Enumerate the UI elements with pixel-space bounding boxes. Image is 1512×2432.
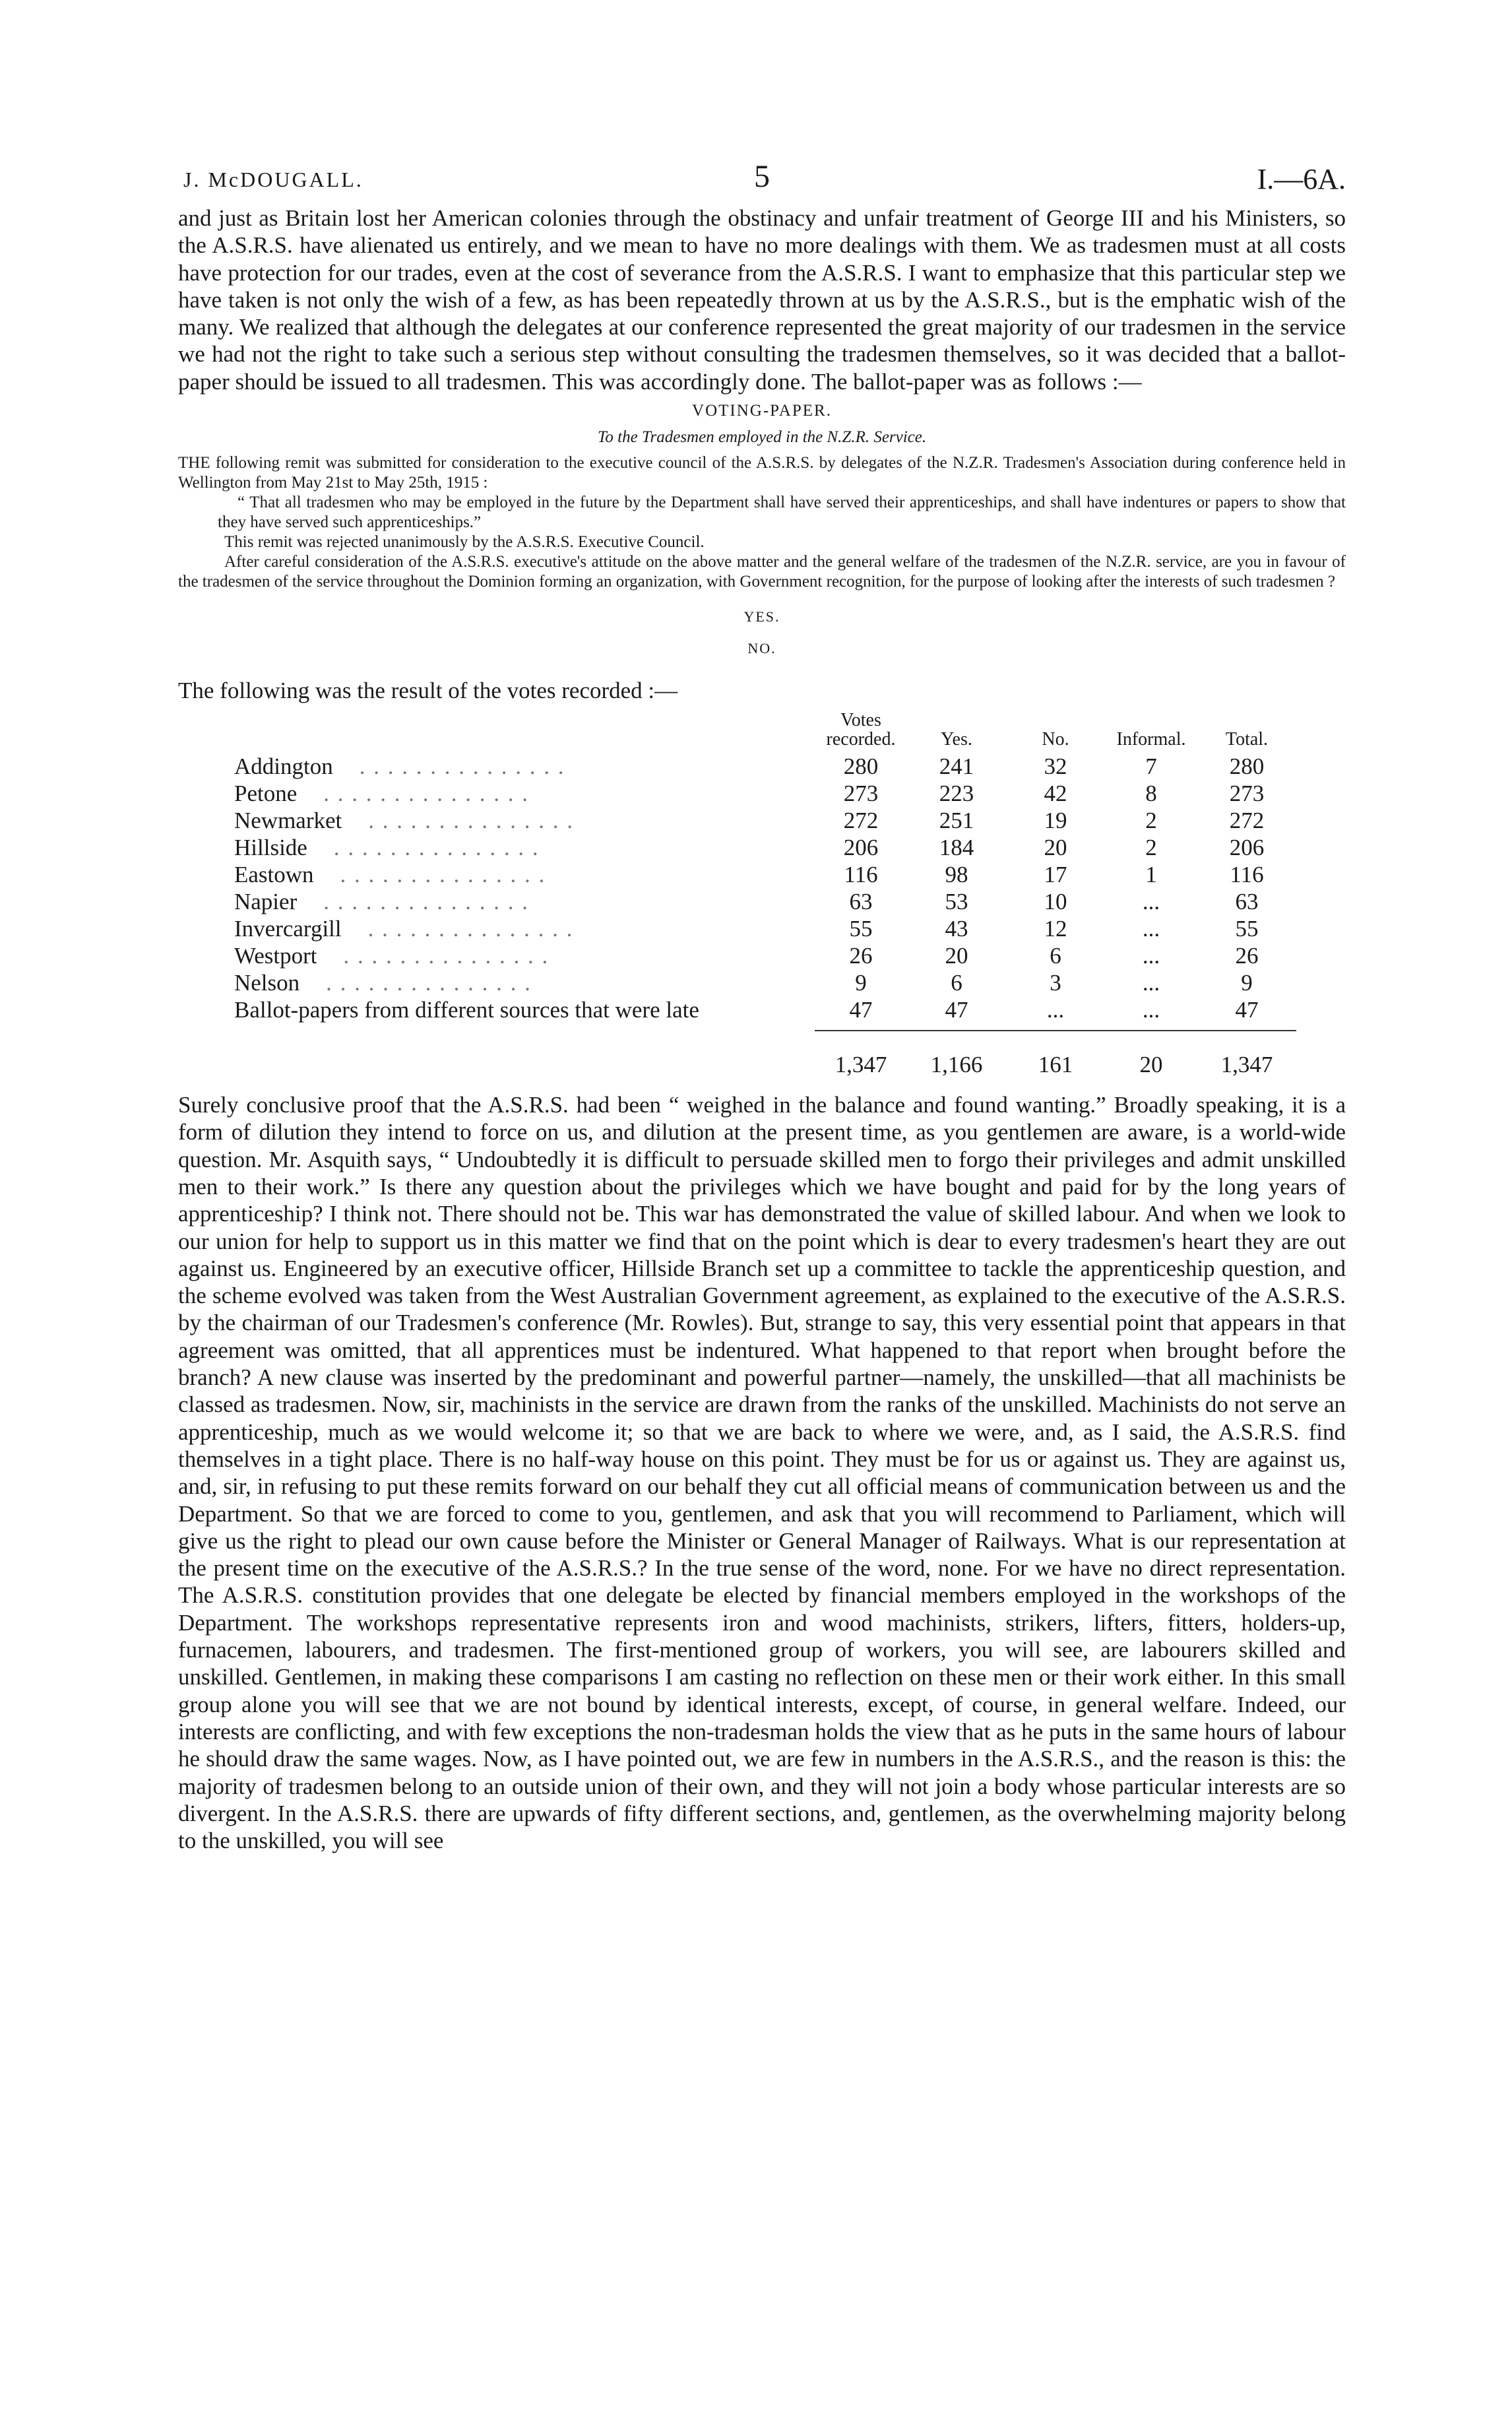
cell-no: 17	[1044, 862, 1067, 888]
voting-paper-remit: THE following remit was submitted for consideration to the executive council of the A.S.R.S. by delegates of the N.Z.R. Tradesmen's Association during conference held in Wellington from May 21st to May 25th, 1915 :	[178, 454, 1346, 492]
cell-votes: 280	[843, 753, 879, 780]
rule-cell	[234, 1023, 815, 1031]
cell-yes: 223	[939, 781, 974, 807]
header-place	[234, 711, 815, 753]
rule-cell	[1105, 1023, 1197, 1031]
cell-place	[234, 753, 815, 780]
table-row	[234, 834, 1296, 861]
table-row	[234, 969, 1296, 996]
totals-label-cell	[234, 1031, 815, 1078]
header-total: Total.	[1225, 729, 1269, 750]
cell-total: 47	[1235, 997, 1259, 1023]
leader-dots: . . . . . . . . . . . . . . .	[368, 808, 575, 834]
place-name: Newmarket	[234, 808, 342, 834]
paragraph-1: and just as Britain lost her American colonies through the obstinacy and unfair treatment of George III and his Ministers, so the A.S.R.S. have alienated us entirely, and we mean to have no more dealings with them. We as tradesmen must at all costs have protection for our trades, even at the cost of severance from the A.S.R.S. I want to emphasize that this particular step we have taken is not only the wish of a few, as has been repeatedly thrown at us by the A.S.R.S., but is the emphatic wish of the many. We realized that although the delegates at our conference represented the great majority of our tradesmen in the service we had not the right to take such a serious step without consulting the tradesmen themselves, so it was decided that a ballot-paper should be issued to all tradesmen. This was accordingly done. The ballot-paper was as follows :—	[178, 205, 1346, 395]
place-name: Nelson	[234, 970, 300, 996]
table-row	[234, 888, 1296, 915]
totals-row	[234, 1031, 1296, 1078]
cell-total: 116	[1230, 862, 1264, 888]
total-informal: 20	[1139, 1052, 1163, 1078]
cell-votes: 63	[849, 889, 873, 915]
cell-no: 20	[1044, 835, 1067, 861]
document-page	[178, 158, 1346, 1854]
cell-votes: 55	[849, 916, 873, 942]
cell-place	[234, 915, 815, 942]
cell-no: 3	[1050, 970, 1061, 996]
cell-informal: ...	[1142, 889, 1160, 915]
cell-place	[234, 834, 815, 861]
cell-informal: ...	[1142, 916, 1160, 942]
voting-paper-question: After careful consideration of the A.S.R.S. executive's attitude on the above matter and the general welfare of the tradesmen of the N.Z.R. service, are you in favour of the tradesmen of the service throughout the Dominion forming an organization, with Government recognition, for the purpose of looking after the interests of such tradesmen ?	[178, 553, 1346, 591]
place-name: Petone	[234, 781, 298, 807]
place-name: Napier	[234, 889, 298, 915]
cell-votes: 206	[843, 835, 879, 861]
place-name: Eastown	[234, 862, 314, 888]
leader-dots: . . . . . . . . . . . . . . .	[340, 862, 546, 888]
cell-no: 19	[1044, 808, 1067, 834]
place-name: Hillside	[234, 835, 307, 861]
total-no: 161	[1038, 1052, 1073, 1078]
table-row	[234, 753, 1296, 780]
rule-cell	[907, 1023, 1006, 1031]
cell-votes: 272	[843, 808, 879, 834]
total-yes: 1,166	[930, 1052, 983, 1078]
paragraph-2: Surely conclusive proof that the A.S.R.S. had been “ weighed in the balance and found wanting.” Broadly speaking, it is a form of dilution they intend to force on us, and dilution at the present time, as you gentlemen are aware, is a world-wide question. Mr. Asquith says, “ Undoubtedly it is difficult to persuade skilled men to forgo their privileges and admit unskilled men to their work.” Is there any question about the privileges which we have bought and paid for by the long years of apprenticeship? I think not. There should not be. This war has demonstrated the value of skilled labour. And when we look to our union for help to support us in this matter we find that on the point which is dear to every tradesmen's heart they are out against us. Engineered by an executive officer, Hillside Branch set up a committee to tackle the apprenticeship question, and the scheme evolved was taken from the West Australian Government agreement, as explained to the executive of the A.S.R.S. by the chairman of our Tradesmen's conference (Mr. Rowles). But, strange to say, this very essential point that appears in that agreement was omitted, that all apprentices must be indentured. What happened to that report when brought before the branch? A new clause was inserted by the predominant and powerful partner—namely, the unskilled—that all machinists be classed as tradesmen. Now, sir, machinists in the service are drawn from the ranks of the unskilled. Machinists do not serve an apprenticeship, much as we would welcome it; so that we are back to where we were, and, as I said, the A.S.R.S. find themselves in a tight place. There is no half-way house on this point. They must be for us or against us. They are against us, and, sir, in refusing to put these remits forward on our behalf they cut all official means of communication between us and the Department. So that we are forced to come to you, gentlemen, and ask that you will recommend to Parliament, which will give us the right to plead our own cause before the Minister or General Manager of Railways. What is our representation at the present time on the executive of the A.S.R.S.? In the true sense of the word, none. For we have no direct representation. The A.S.R.S. constitution provides that one delegate be elected by financial members employed in the workshops of the Department. The workshops representative represents iron and wood machinists, strikers, lifters, fitters, holders-up, furnacemen, labourers, and tradesmen. The first-mentioned group of workers, you will see, are labourers skilled and unskilled. Gentlemen, in making these comparisons I am casting no reflection on these men or their work either. In this small group alone you will see that we are not bound by identical interests, except, of course, in general welfare. Indeed, our interests are conflicting, and with few exceptions the non-tradesman holds the view that as he puts in the same hours of labour he should draw the same wages. Now, as I have pointed out, we are few in numbers in the A.S.R.S., and the reason is this: the majority of tradesmen belong to an outside union of their own, and they will not join a body whose particular interests are so divergent. In the A.S.R.S. there are upwards of fifty different sections, and, gentlemen, as the overwhelming majority belong to the unskilled, you will see	[178, 1092, 1346, 1854]
voting-paper-title: VOTING-PAPER.	[692, 402, 832, 420]
place-name: Addington	[234, 753, 333, 780]
cell-no: 6	[1050, 943, 1061, 969]
cell-no: 12	[1044, 916, 1067, 942]
leader-dots: . . . . . . . . . . . . . . .	[326, 970, 532, 996]
cell-votes: 26	[849, 943, 873, 969]
cell-place	[234, 888, 815, 915]
cell-place	[234, 861, 815, 888]
cell-no: 10	[1044, 889, 1067, 915]
cell-total: 206	[1229, 835, 1265, 861]
table-row	[234, 942, 1296, 969]
voting-paper-quote: “ That all tradesmen who may be employed in the future by the Department shall have served their apprenticeships, and shall have indentures or papers to show that they have served such apprenticeships.”	[218, 494, 1346, 532]
table-row	[234, 861, 1296, 888]
cell-yes: 98	[945, 862, 968, 888]
cell-yes: 20	[945, 943, 968, 969]
leader-dots: . . . . . . . . . . . . . . .	[323, 889, 529, 915]
voting-paper-yes: YES.	[743, 608, 780, 625]
votes-table-header	[234, 711, 1296, 753]
cell-place	[234, 807, 815, 834]
table-row	[234, 915, 1296, 942]
cell-yes: 251	[939, 808, 974, 834]
cell-yes: 43	[945, 916, 968, 942]
table-row	[234, 996, 1296, 1023]
cell-place	[234, 942, 815, 969]
cell-informal: 8	[1145, 781, 1157, 807]
votes-table	[234, 711, 1296, 1078]
cell-yes: 6	[951, 970, 962, 996]
voting-paper	[178, 402, 1346, 664]
cell-total: 273	[1229, 781, 1265, 807]
cell-no: 42	[1044, 781, 1067, 807]
cell-no: ...	[1046, 997, 1065, 1023]
leader-dots: . . . . . . . . . . . . . . .	[359, 753, 565, 780]
results-intro: The following was the result of the votes recorded :—	[178, 678, 678, 704]
place-name: Ballot-papers from different sources that were late	[234, 997, 699, 1023]
rule-cell	[1006, 1023, 1105, 1031]
rule-cell	[1197, 1023, 1296, 1031]
cell-informal: ...	[1142, 943, 1160, 969]
cell-total: 63	[1235, 889, 1259, 915]
cell-votes: 273	[843, 781, 879, 807]
cell-informal: ...	[1142, 970, 1160, 996]
cell-votes: 9	[855, 970, 867, 996]
cell-place	[234, 996, 815, 1023]
total-votes: 1,347	[835, 1052, 887, 1078]
cell-place	[234, 969, 815, 996]
total-rule	[234, 1023, 1296, 1031]
cell-informal: ...	[1142, 997, 1160, 1023]
cell-yes: 184	[939, 835, 974, 861]
table-row	[234, 780, 1296, 807]
cell-total: 272	[1229, 808, 1265, 834]
leader-dots: . . . . . . . . . . . . . . .	[333, 835, 540, 861]
cell-yes: 241	[939, 753, 974, 780]
leader-dots: . . . . . . . . . . . . . . .	[343, 943, 550, 969]
header-no: No.	[1042, 729, 1069, 750]
voting-paper-rejected: This remit was rejected unanimously by the A.S.R.S. Executive Council.	[224, 533, 705, 552]
cell-informal: 2	[1145, 808, 1157, 834]
header-yes: Yes.	[941, 729, 972, 750]
cell-place	[234, 780, 815, 807]
cell-yes: 53	[945, 889, 968, 915]
cell-total: 26	[1235, 943, 1259, 969]
place-name: Invercargill	[234, 916, 342, 942]
cell-votes: 116	[844, 862, 878, 888]
cell-total: 9	[1241, 970, 1253, 996]
total-total: 1,347	[1220, 1052, 1273, 1078]
header-author: J. McDOUGALL.	[183, 168, 363, 191]
leader-dots: . . . . . . . . . . . . . . .	[323, 781, 530, 807]
document-code: I.—6A.	[1257, 163, 1346, 195]
cell-votes: 47	[849, 997, 873, 1023]
cell-informal: 1	[1145, 862, 1157, 888]
header-votes-recorded: Votes recorded.	[826, 710, 896, 750]
cell-yes: 47	[945, 997, 968, 1023]
page-header	[178, 158, 1346, 205]
cell-total: 55	[1235, 916, 1259, 942]
place-name: Westport	[234, 943, 317, 969]
voting-paper-no: NO.	[747, 640, 776, 657]
cell-no: 32	[1044, 753, 1067, 780]
page-number: 5	[754, 159, 770, 194]
cell-total: 280	[1229, 753, 1265, 780]
header-informal: Informal.	[1116, 729, 1186, 750]
cell-informal: 7	[1145, 753, 1157, 780]
voting-paper-addressee: To the Tradesmen employed in the N.Z.R. Service.	[597, 428, 927, 447]
leader-dots: . . . . . . . . . . . . . . .	[367, 916, 574, 942]
rule-cell	[815, 1023, 907, 1031]
table-row	[234, 807, 1296, 834]
cell-informal: 2	[1145, 835, 1157, 861]
